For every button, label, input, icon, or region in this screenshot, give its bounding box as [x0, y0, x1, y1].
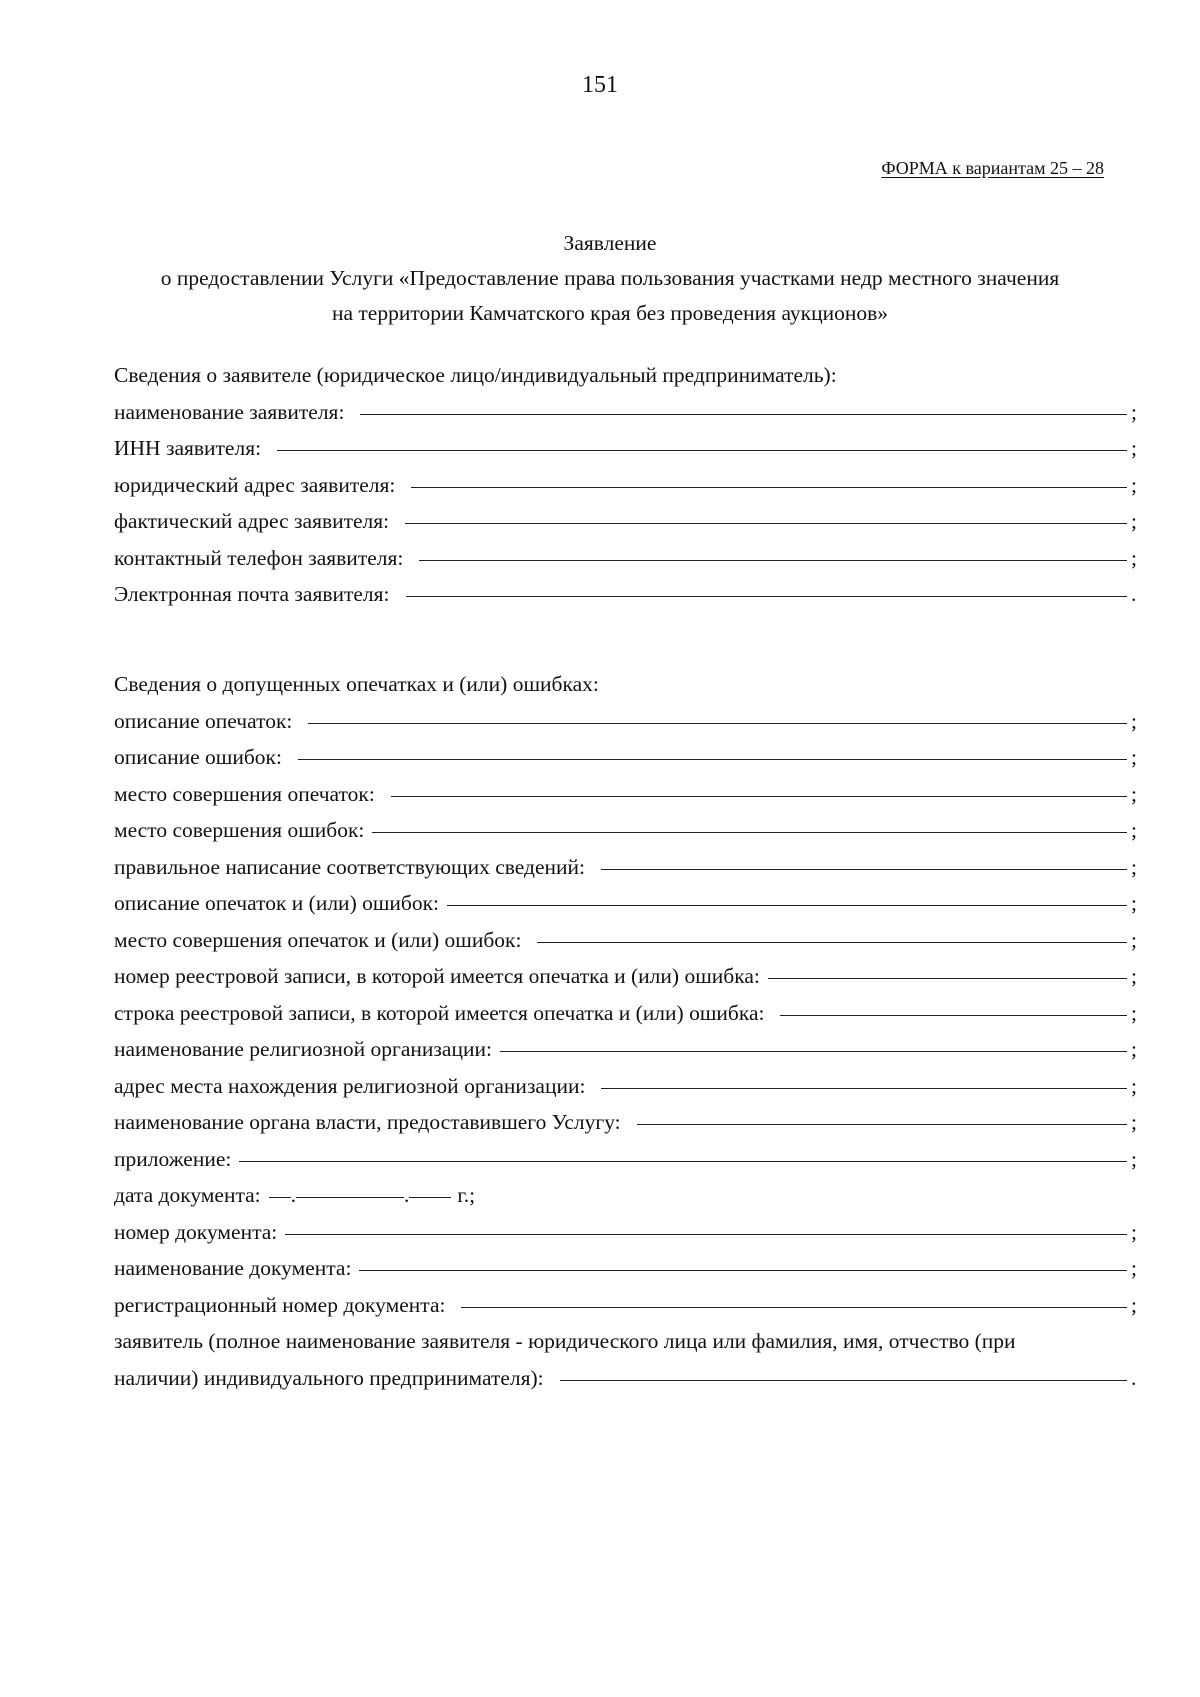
field-row: [114, 776, 1141, 813]
field-label: фактический адрес заявителя:: [114, 509, 390, 533]
field-label: номер документа:: [114, 1219, 278, 1244]
field-end: ;: [1131, 1146, 1137, 1171]
attachment-field[interactable]: [239, 1137, 1127, 1162]
field-end: ;: [1131, 1037, 1137, 1061]
field-label: Электронная почта заявителя:: [114, 582, 390, 606]
field-end: ;: [1131, 781, 1137, 806]
field-row: [114, 812, 1141, 849]
field-row: [114, 394, 1141, 431]
field-row: [114, 1287, 1141, 1324]
field-end: .: [1131, 582, 1137, 606]
field-label: место совершения ошибок:: [114, 818, 365, 842]
field-row: [114, 1068, 1141, 1105]
field-row: [114, 430, 1141, 467]
field-end: ;: [1131, 854, 1137, 879]
field-end: ;: [1131, 1000, 1137, 1025]
applicant-email-field[interactable]: [406, 572, 1127, 597]
applicant-section: [114, 357, 1141, 613]
field-label: строка реестровой записи, в которой имеется опечатка и (или) ошибка:: [114, 1000, 765, 1025]
field-label: регистрационный номер документа:: [114, 1292, 446, 1317]
title-line-2: о предоставлении Услуги «Предоставление права пользования участками недр местного значения: [160, 266, 1060, 290]
authority-name-field[interactable]: [637, 1100, 1127, 1125]
applicant-inn-field[interactable]: [277, 426, 1127, 451]
field-end: ;: [1131, 1256, 1137, 1280]
field-row: [114, 958, 1141, 995]
title-line-1: Заявление: [563, 231, 657, 255]
field-row: [114, 467, 1141, 504]
correct-spelling-field[interactable]: [601, 845, 1127, 870]
document-date-row: [114, 1177, 1141, 1214]
field-row: [114, 1214, 1141, 1251]
field-row: [114, 540, 1141, 577]
field-label: дата документа:: [114, 1183, 261, 1207]
field-label: юридический адрес заявителя:: [114, 472, 396, 497]
field-row: [114, 885, 1141, 922]
religious-org-name-field[interactable]: [500, 1027, 1127, 1052]
field-row: [114, 1031, 1141, 1068]
field-end: ;: [1131, 1292, 1137, 1317]
religious-org-address-field[interactable]: [601, 1064, 1127, 1089]
field-label: контактный телефон заявителя:: [114, 545, 404, 570]
registry-record-line-field[interactable]: [780, 991, 1127, 1016]
errors-description-field[interactable]: [298, 735, 1127, 760]
document-number-field[interactable]: [285, 1210, 1127, 1235]
field-row: [114, 1141, 1141, 1178]
applicant-phone-field[interactable]: [419, 536, 1127, 561]
typos-description-field[interactable]: [308, 699, 1127, 724]
date-year-field[interactable]: [409, 1173, 451, 1198]
field-end: ;: [1131, 399, 1137, 424]
applicant-note-line-1: заявитель (полное наименование заявителя - юридического лица или фамилия, имя, отчество (при: [114, 1329, 1016, 1353]
document-name-field[interactable]: [359, 1246, 1127, 1271]
field-label: описание ошибок:: [114, 745, 282, 769]
page-number: 151: [582, 72, 618, 98]
date-year-suffix: г.;: [457, 1183, 476, 1207]
field-label: ИНН заявителя:: [114, 436, 262, 460]
field-label: наименование религиозной организации:: [114, 1037, 492, 1061]
field-label: правильное написание соответствующих сведений:: [114, 854, 586, 879]
date-month-field[interactable]: [296, 1173, 404, 1198]
field-label: место совершения опечаток:: [114, 781, 375, 806]
field-label: номер реестровой записи, в которой имеется опечатка и (или) ошибка:: [114, 964, 760, 988]
field-row: [114, 922, 1141, 959]
field-row: [114, 849, 1141, 886]
registry-record-number-field[interactable]: [768, 954, 1127, 979]
field-end: ;: [1131, 818, 1137, 842]
errors-location-field[interactable]: [372, 808, 1127, 833]
field-row: [114, 703, 1141, 740]
field-end: ;: [1131, 927, 1137, 952]
date-separator: .: [404, 1183, 410, 1207]
field-label: наименование заявителя:: [114, 399, 345, 424]
document-registration-number-field[interactable]: [461, 1283, 1127, 1308]
field-row: [114, 1250, 1141, 1287]
field-end: .: [1131, 1365, 1137, 1390]
date-separator: .: [290, 1183, 297, 1207]
field-row: [114, 995, 1141, 1032]
field-end: ;: [1131, 964, 1137, 988]
field-label: наименование органа власти, предоставившего Услугу:: [114, 1110, 621, 1134]
field-end: ;: [1131, 436, 1137, 460]
field-label: описание опечаток и (или) ошибок:: [114, 891, 440, 915]
typos-errors-description-field[interactable]: [447, 881, 1127, 906]
applicant-actual-address-field[interactable]: [405, 499, 1127, 524]
field-end: ;: [1131, 472, 1137, 497]
errors-section: [114, 666, 1141, 1396]
field-label: описание опечаток:: [114, 708, 293, 733]
field-end: ;: [1131, 509, 1137, 533]
field-row: [114, 739, 1141, 776]
applicant-legal-address-field[interactable]: [411, 463, 1127, 488]
field-label: наличии) индивидуального предпринимателя):: [114, 1365, 544, 1390]
field-end: ;: [1131, 1110, 1137, 1134]
field-row: [114, 1104, 1141, 1141]
field-label: наименование документа:: [114, 1256, 352, 1280]
document-title: [40, 226, 1180, 331]
field-end: ;: [1131, 708, 1137, 733]
applicant-full-name-field[interactable]: [560, 1356, 1127, 1381]
field-row: [114, 576, 1141, 613]
field-row: [114, 1360, 1141, 1397]
errors-heading: Сведения о допущенных опечатках и (или) ошибках:: [114, 672, 599, 696]
field-end: ;: [1131, 1073, 1137, 1098]
field-end: ;: [1131, 545, 1137, 570]
field-label: место совершения опечаток и (или) ошибок:: [114, 927, 522, 952]
applicant-heading: Сведения о заявителе (юридическое лицо/индивидуальный предприниматель):: [114, 363, 837, 387]
date-day-field[interactable]: [269, 1173, 291, 1198]
form-reference: ФОРМА к вариантам 25 – 28: [881, 158, 1104, 178]
field-row: [114, 503, 1141, 540]
field-end: ;: [1131, 745, 1137, 769]
field-label: адрес места нахождения религиозной организации:: [114, 1073, 586, 1098]
field-end: ;: [1131, 1219, 1137, 1244]
typos-location-field[interactable]: [391, 772, 1127, 797]
field-end: ;: [1131, 891, 1137, 915]
applicant-name-field[interactable]: [360, 390, 1127, 415]
field-label: приложение:: [114, 1146, 232, 1171]
title-line-3: на территории Камчатского края без проведения аукционов»: [331, 301, 889, 325]
typos-errors-location-field[interactable]: [537, 918, 1127, 943]
